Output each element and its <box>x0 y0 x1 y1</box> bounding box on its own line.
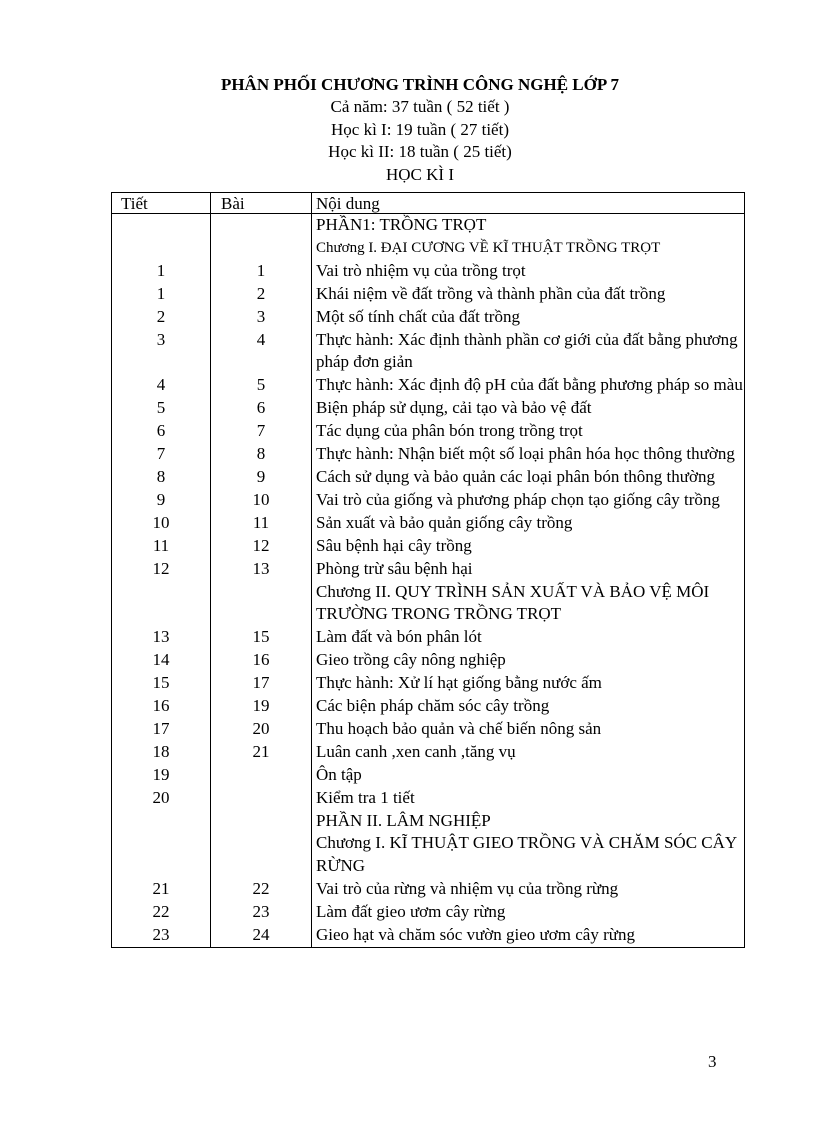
cell-bai: 9 <box>211 466 312 489</box>
cell-tiet: 15 <box>112 672 211 695</box>
cell-tiet: 13 <box>112 626 211 649</box>
cell-content: Thực hành: Xác định thành phần cơ giới của đất bằng phương pháp đơn giản <box>312 329 745 375</box>
table-row <box>112 374 745 397</box>
year-summary: Cả năm: 37 tuần ( 52 tiết ) <box>330 97 510 116</box>
cell-tiet: 2 <box>112 306 211 329</box>
column-header-bai: Bài <box>211 193 312 214</box>
cell-bai: 1 <box>211 260 312 283</box>
cell-bai <box>211 787 312 810</box>
cell-content: Chương I. ĐẠI CƯƠNG VỀ KĨ THUẬT TRỒNG TRỌT <box>312 237 745 260</box>
cell-tiet: 10 <box>112 512 211 535</box>
table-row <box>112 512 745 535</box>
table-row <box>112 764 745 787</box>
cell-content: Chương II. QUY TRÌNH SẢN XUẤT VÀ BẢO VỆ MÔI TRƯỜNG TRONG TRỒNG TRỌT <box>312 581 745 627</box>
cell-tiet: 17 <box>112 718 211 741</box>
table-row <box>112 466 745 489</box>
cell-content: Gieo trồng cây nông nghiệp <box>312 649 745 672</box>
table-row <box>112 878 745 901</box>
cell-content: Vai trò của rừng và nhiệm vụ của trồng rừng <box>312 878 745 901</box>
table-row <box>112 718 745 741</box>
cell-content: Thực hành: Xử lí hạt giống bằng nước ấm <box>312 672 745 695</box>
semester-heading: HỌC KÌ I <box>386 164 454 184</box>
semester-1-summary: Học kì I: 19 tuần ( 27 tiết) <box>331 119 509 139</box>
cell-bai: 12 <box>211 535 312 558</box>
cell-tiet: 14 <box>112 649 211 672</box>
table-row <box>112 443 745 466</box>
cell-tiet: 8 <box>112 466 211 489</box>
cell-bai <box>211 214 312 237</box>
cell-content: Khái niệm về đất trồng và thành phần của đất trồng <box>312 283 745 306</box>
cell-bai: 2 <box>211 283 312 306</box>
cell-bai: 20 <box>211 718 312 741</box>
cell-content: Làm đất gieo ươm cây rừng <box>312 901 745 924</box>
cell-content: Thực hành: Xác định độ pH của đất bằng phương pháp so màu <box>312 374 745 397</box>
table-row <box>112 397 745 420</box>
cell-bai: 16 <box>211 649 312 672</box>
cell-bai: 13 <box>211 558 312 581</box>
cell-tiet: 21 <box>112 878 211 901</box>
cell-content: Cách sử dụng và bảo quản các loại phân bón thông thường <box>312 466 745 489</box>
cell-tiet: 11 <box>112 535 211 558</box>
table-row <box>112 535 745 558</box>
cell-bai <box>211 764 312 787</box>
cell-content: Kiểm tra 1 tiết <box>312 787 745 810</box>
cell-tiet: 23 <box>112 924 211 947</box>
cell-bai: 11 <box>211 512 312 535</box>
semester-2-summary: Học kì II: 18 tuần ( 25 tiết) <box>328 142 512 161</box>
table-row <box>112 901 745 924</box>
cell-tiet <box>112 832 211 878</box>
cell-bai: 21 <box>211 741 312 764</box>
cell-tiet: 12 <box>112 558 211 581</box>
table-row <box>112 695 745 718</box>
cell-tiet: 16 <box>112 695 211 718</box>
table-row <box>112 329 745 375</box>
cell-content: Sản xuất và bảo quản giống cây trồng <box>312 512 745 535</box>
cell-content: PHẦN1: TRỒNG TRỌT <box>312 214 745 237</box>
cell-tiet: 20 <box>112 787 211 810</box>
table-row <box>112 924 745 947</box>
cell-tiet: 7 <box>112 443 211 466</box>
cell-content: Phòng trừ sâu bệnh hại <box>312 558 745 581</box>
table-row <box>112 832 745 878</box>
cell-bai <box>211 581 312 627</box>
table-row <box>112 581 745 627</box>
table-row <box>112 283 745 306</box>
cell-tiet <box>112 581 211 627</box>
cell-bai: 5 <box>211 374 312 397</box>
document-header <box>0 74 816 186</box>
curriculum-table <box>111 192 745 948</box>
table-row <box>112 649 745 672</box>
cell-bai: 19 <box>211 695 312 718</box>
cell-bai: 17 <box>211 672 312 695</box>
table-row <box>112 810 745 833</box>
cell-bai <box>211 832 312 878</box>
cell-bai: 15 <box>211 626 312 649</box>
table-row <box>112 237 745 260</box>
page-title: PHÂN PHỐI CHƯƠNG TRÌNH CÔNG NGHỆ LỚP 7 <box>220 75 620 94</box>
cell-content: Vai trò nhiệm vụ của trồng trọt <box>312 260 745 283</box>
table-row <box>112 672 745 695</box>
cell-bai: 6 <box>211 397 312 420</box>
cell-content: Gieo hạt và chăm sóc vườn gieo ươm cây rừng <box>312 924 745 947</box>
cell-content: Một số tính chất của đất trồng <box>312 306 745 329</box>
cell-bai: 3 <box>211 306 312 329</box>
table-row <box>112 741 745 764</box>
cell-content: Ôn tập <box>312 764 745 787</box>
cell-content: Vai trò của giống và phương pháp chọn tạo giống cây trồng <box>312 489 745 512</box>
cell-tiet: 19 <box>112 764 211 787</box>
cell-bai: 7 <box>211 420 312 443</box>
cell-tiet: 9 <box>112 489 211 512</box>
cell-bai: 22 <box>211 878 312 901</box>
cell-tiet: 6 <box>112 420 211 443</box>
column-header-tiet: Tiết <box>112 193 211 214</box>
cell-content: Thực hành: Nhận biết một số loại phân hóa học thông thường <box>312 443 745 466</box>
table-row <box>112 306 745 329</box>
cell-bai: 4 <box>211 329 312 375</box>
cell-content: Biện pháp sử dụng, cải tạo và bảo vệ đất <box>312 397 745 420</box>
table-row <box>112 787 745 810</box>
column-header-noi-dung: Nội dung <box>312 193 745 214</box>
cell-tiet: 4 <box>112 374 211 397</box>
cell-tiet: 22 <box>112 901 211 924</box>
cell-tiet: 1 <box>112 260 211 283</box>
table-row <box>112 214 745 237</box>
cell-content: Luân canh ,xen canh ,tăng vụ <box>312 741 745 764</box>
page-number: 3 <box>708 1052 717 1071</box>
cell-content: Chương I. KĨ THUẬT GIEO TRỒNG VÀ CHĂM SÓC CÂY RỪNG <box>312 832 745 878</box>
cell-tiet: 1 <box>112 283 211 306</box>
cell-tiet: 3 <box>112 329 211 375</box>
cell-bai: 8 <box>211 443 312 466</box>
cell-bai <box>211 237 312 260</box>
cell-content: Sâu bệnh hại cây trồng <box>312 535 745 558</box>
cell-bai: 10 <box>211 489 312 512</box>
cell-tiet: 18 <box>112 741 211 764</box>
table-body <box>112 214 745 948</box>
table-row <box>112 260 745 283</box>
cell-content: Các biện pháp chăm sóc cây trồng <box>312 695 745 718</box>
table-row <box>112 558 745 581</box>
cell-bai: 23 <box>211 901 312 924</box>
cell-tiet <box>112 237 211 260</box>
cell-content: PHẦN II. LÂM NGHIỆP <box>312 810 745 833</box>
cell-content: Tác dụng của phân bón trong trồng trọt <box>312 420 745 443</box>
cell-content: Làm đất và bón phân lót <box>312 626 745 649</box>
cell-content: Thu hoạch bảo quản và chế biến nông sản <box>312 718 745 741</box>
cell-bai <box>211 810 312 833</box>
table-row <box>112 489 745 512</box>
cell-tiet <box>112 214 211 237</box>
table-header-row <box>112 193 745 214</box>
cell-tiet: 5 <box>112 397 211 420</box>
cell-tiet <box>112 810 211 833</box>
cell-bai: 24 <box>211 924 312 947</box>
table-row <box>112 626 745 649</box>
table-row <box>112 420 745 443</box>
